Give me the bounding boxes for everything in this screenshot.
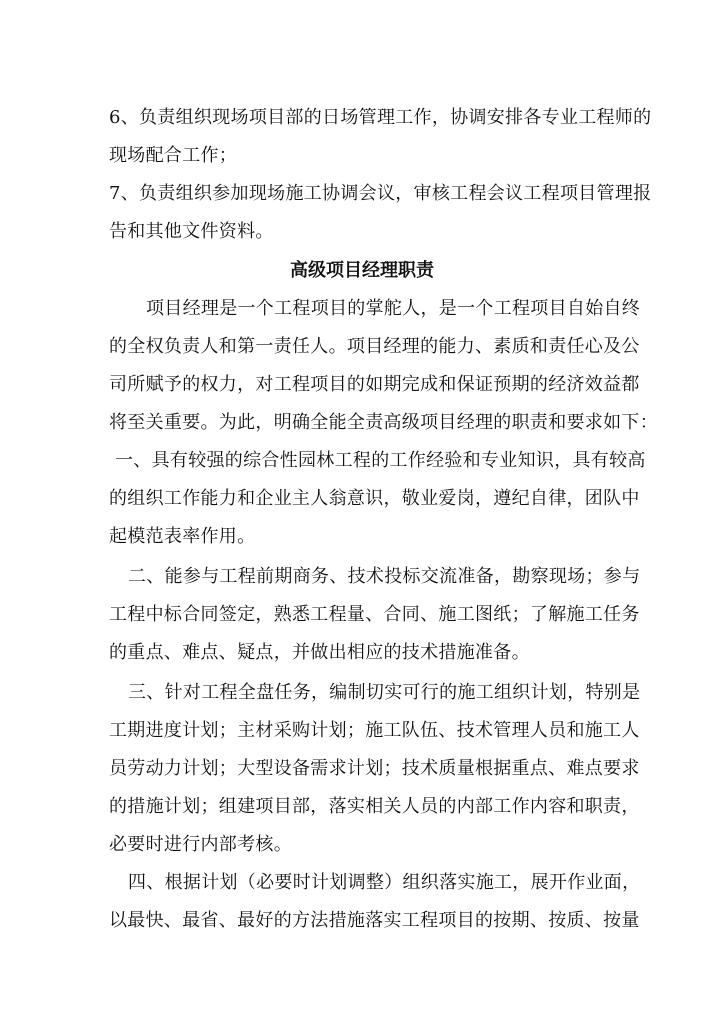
text-line: 项目经理是一个工程项目的掌舵人，是一个工程项目自始自终 (146, 298, 641, 319)
text-line: 三、针对工程全盘任务，编制切实可行的施工组织计划，特别是 (128, 682, 641, 703)
text-line: 员劳动力计划；大型设备需求计划；技术质量根据重点、难点要求 (109, 758, 640, 779)
text-line: 工期进度计划；主材采购计划；施工队伍、技术管理人员和施工人 (109, 720, 640, 741)
text-line: 以最快、最省、最好的方法措施落实工程项目的按期、按质、按量 (109, 910, 640, 931)
text-line: 将至关重要。为此，明确全能全责高级项目经理的职责和要求如下： (109, 412, 658, 433)
text-line: 的措施计划；组建项目部，落实相关人员的内部工作内容和职责， (109, 796, 640, 817)
text-line: 的重点、难点、疑点，并做出相应的技术措施准备。 (109, 642, 530, 663)
text-line: 起模范表率作用。 (109, 526, 256, 547)
text-line: 7、负责组织参加现场施工协调会议，审核工程会议工程项目管理报 (109, 183, 652, 204)
text-line: 6、负责组织现场项目部的日场管理工作，协调安排各专业工程师的 (109, 107, 652, 128)
text-line: 的全权负责人和第一责任人。项目经理的能力、素质和责任心及公 (109, 336, 640, 357)
text-line: 一、具有较强的综合性园林工程的工作经验和专业知识，具有较高 (115, 450, 646, 471)
text-line: 告和其他文件资料。 (109, 221, 274, 242)
text-line: 工程中标合同签定，熟悉工程量、合同、施工图纸；了解施工任务 (109, 604, 640, 625)
text-line: 必要时进行内部考核。 (109, 834, 292, 855)
text-line: 司所赋予的权力，对工程项目的如期完成和保证预期的经济效益都 (109, 374, 640, 395)
text-line: 现场配合工作； (109, 145, 238, 166)
text-line: 二、能参与工程前期商务、技术投标交流准备，勘察现场；参与 (128, 566, 641, 587)
text-line: 四、根据计划（必要时计划调整）组织落实施工，展开作业面， (128, 872, 641, 893)
text-line: 的组织工作能力和企业主人翁意识，敬业爱岗，遵纪自律，团队中 (109, 488, 640, 509)
section-title: 高级项目经理职责 (290, 260, 434, 281)
